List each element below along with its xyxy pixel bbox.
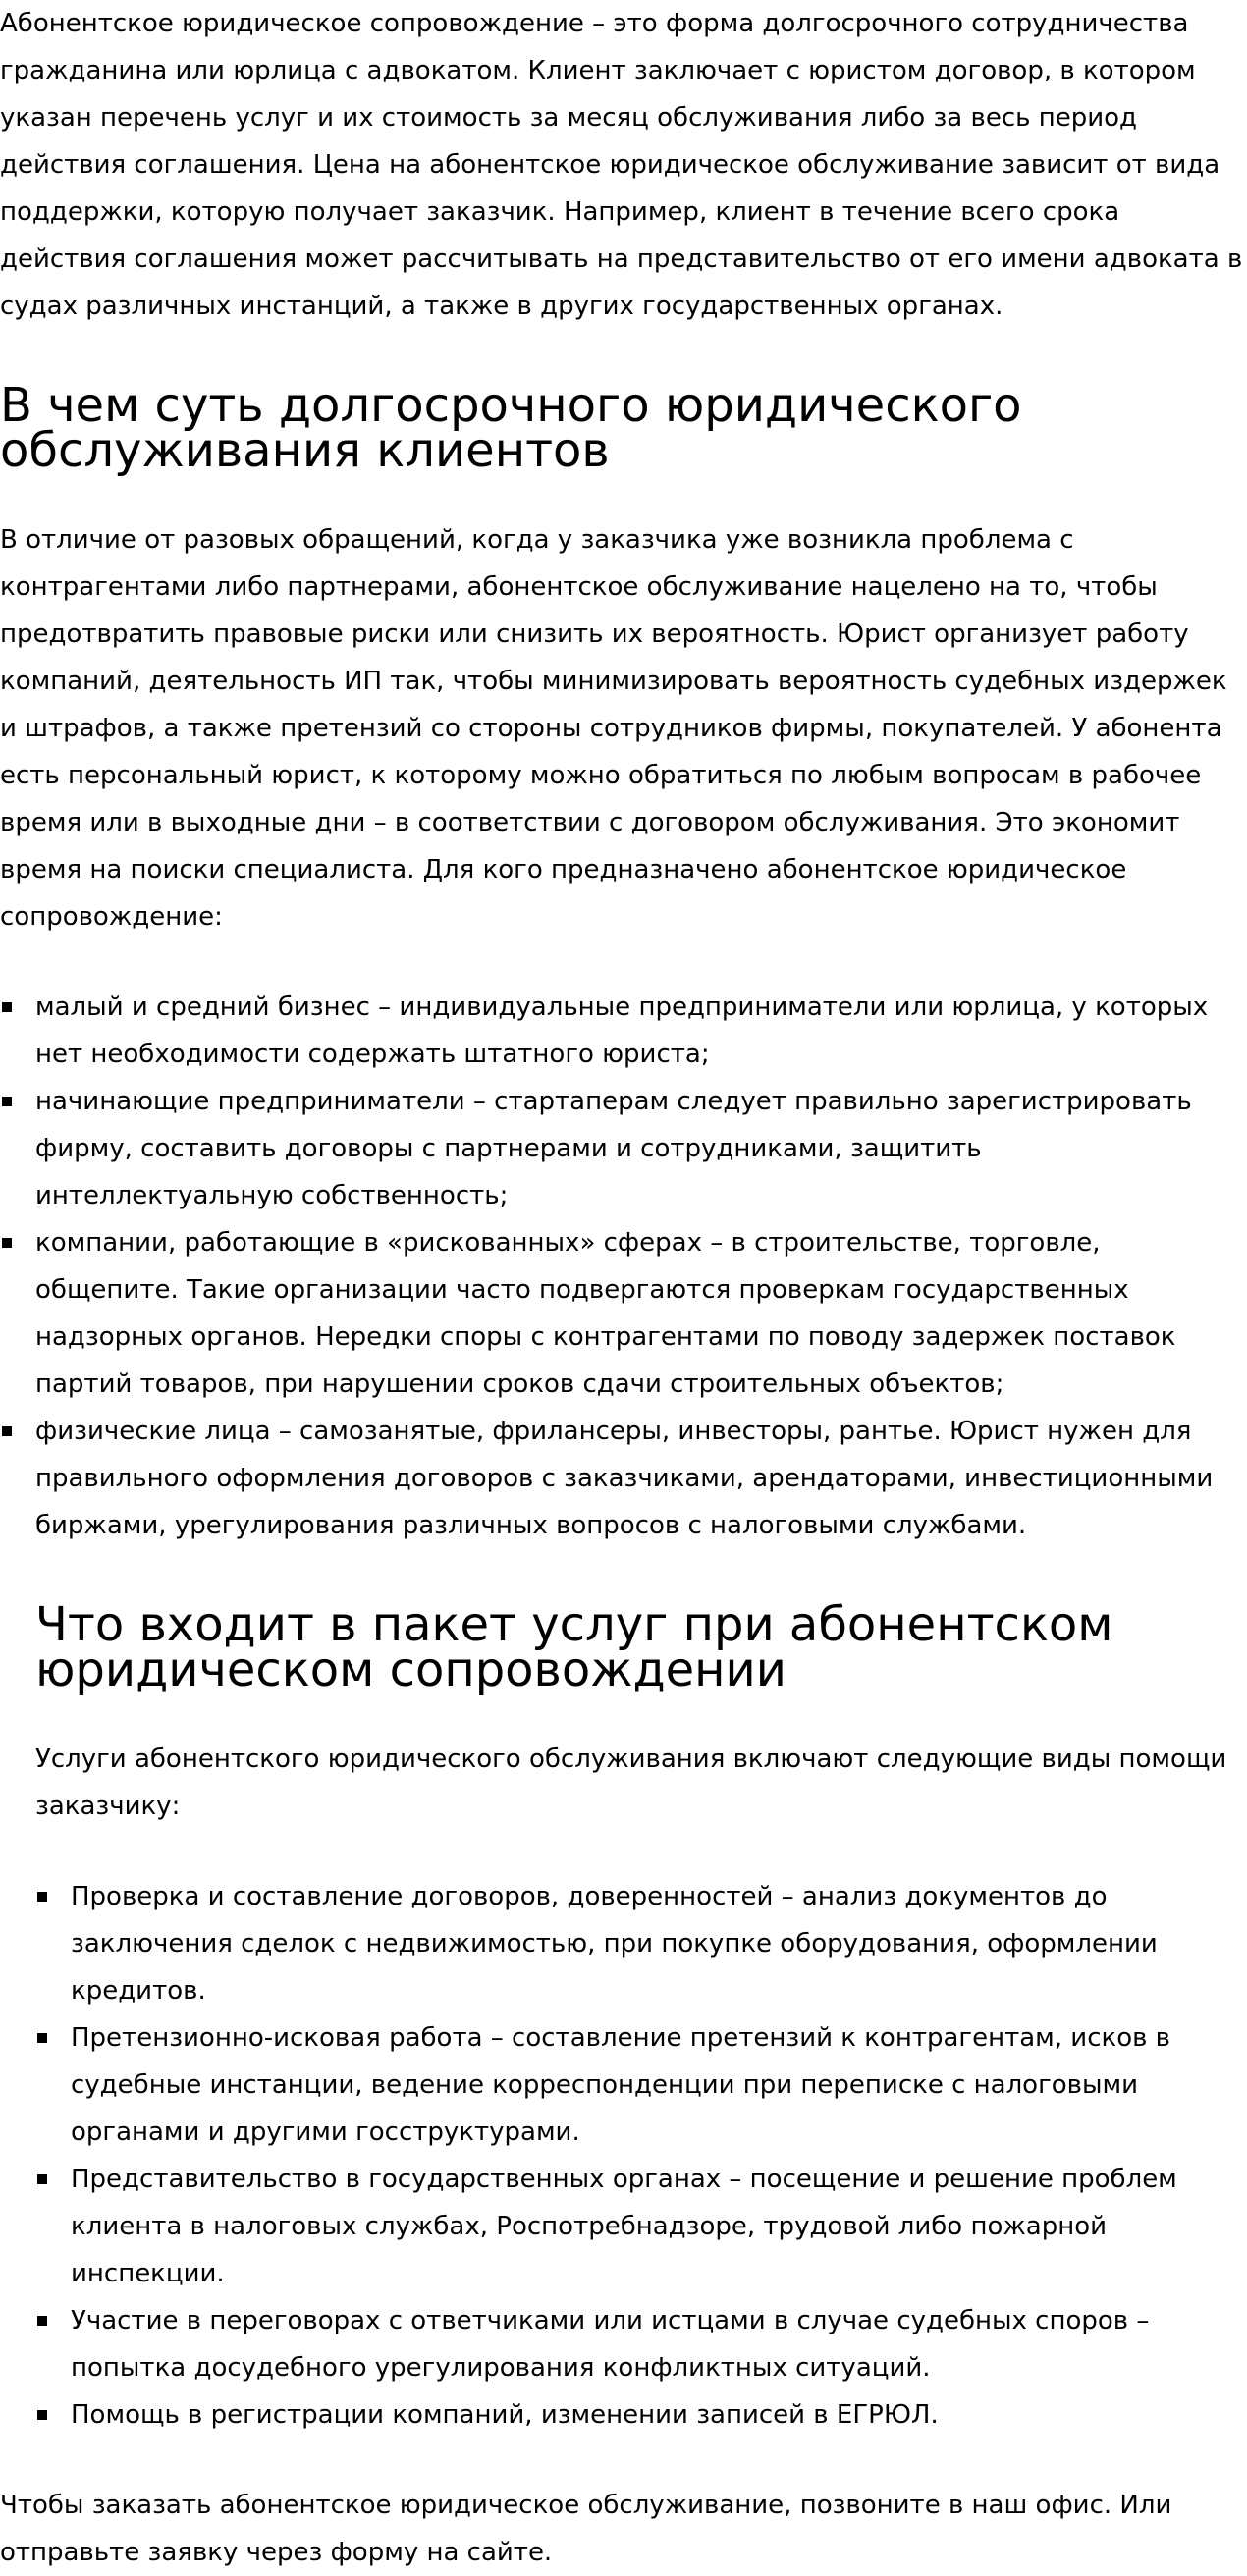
services-list [35,1873,1247,2439]
list-item [35,2014,1247,2156]
bullet-square-icon [2,1097,12,1106]
services-section [0,1597,1247,2439]
bullet-square-icon [2,1238,12,1248]
list-item-text: Претензионно-исковая работа – составление претензий к контрагентам, исков в судебные инстанции, ведение корреспонденции при переписке с налоговыми органами и другими госструктурами. [71,2023,1171,2147]
list-item-text: Проверка и составление договоров, доверенностей – анализ документов до заключения сделок с недвижимостью, при покупке оборудования, оформлении кредитов. [71,1882,1158,2006]
list-item [0,1219,1247,1408]
bullet-square-icon [37,2316,47,2326]
list-item-text: компании, работающие в «рискованных» сферах – в строительстве, торговле, общепите. Такие организации часто подвергаются проверкам государственных надзорных органов. Нередки споры с контрагентами по поводу задержек поставок партий товаров, при нарушении сроков сдачи строительных объектов; [35,1228,1176,1399]
list-item-text: Участие в переговорах с ответчиками или истцами в случае судебных споров – попытка досудебного урегулирования конфликтных ситуаций. [71,2306,1150,2383]
intro-paragraph: Абонентское юридическое сопровождение – это форма долгосрочного сотрудничества гражданина или юрлица с адвокатом. Клиент заключает с юристом договор, в котором указан перечень услуг и их стоимость за месяц обслуживания либо за весь период действия соглашения. Цена на абонентское юридическое обслуживание зависит от вида поддержки, которую получает заказчик. Например, клиент в течение всего срока действия соглашения может рассчитывать на представительство от его имени адвоката в судах различных инстанций, а также в других государственных органах. [0,9,1243,321]
closing-paragraph: Чтобы заказать абонентское юридическое обслуживание, позвоните в наш офис. Или отправьте заявку через форму на сайте. [0,2491,1172,2567]
list-item [0,1408,1247,1549]
audience-list [0,984,1247,1549]
list-item [35,2391,1247,2439]
bullet-square-icon [37,2410,47,2420]
list-item [35,1873,1247,2014]
section-heading-services: Что входит в пакет услуг при абонентском юридическом сопровождении [35,1597,1113,1697]
bullet-square-icon [37,1892,47,1902]
list-item-text: Представительство в государственных органах – посещение и решение проблем клиента в налоговых службах, Роспотребнадзоре, трудовой либо пожарной инспекции. [71,2165,1177,2288]
section-heading-essence: В чем суть долгосрочного юридического обслуживания клиентов [0,378,1022,478]
list-item-text: малый и средний бизнес – индивидуальные предприниматели или юрлица, у которых нет необходимости содержать штатного юриста; [35,993,1209,1069]
list-item [35,2156,1247,2297]
list-item-text: Помощь в регистрации компаний, изменении записей в ЕГРЮЛ. [71,2400,939,2430]
list-item-text: физические лица – самозанятые, фрилансеры, инвесторы, рантье. Юрист нужен для правильного оформления договоров с заказчиками, арендаторами, инвестиционными биржами, урегулирования различных вопросов с налоговыми службами. [35,1417,1214,1540]
list-item [0,1078,1247,1219]
list-item [35,2297,1247,2391]
services-intro-paragraph: Услуги абонентского юридического обслуживания включают следующие виды помощи заказчику: [35,1744,1227,1821]
bullet-square-icon [2,1426,12,1436]
essence-paragraph: В отличие от разовых обращений, когда у заказчика уже возникла проблема с контрагентами либо партнерами, абонентское обслуживание нацелено на то, чтобы предотвратить правовые риски или снизить их вероятность. Юрист организует работу компаний, деятельность ИП так, чтобы минимизировать вероятность судебных издержек и штрафов, а также претензий со стороны сотрудников фирмы, покупателей. У абонента есть персональный юрист, к которому можно обратиться по любым вопросам в рабочее время или в выходные дни – в соответствии с договором обслуживания. Это экономит время на поиски специалиста. Для кого предназначено абонентское юридическое сопровождение: [0,525,1227,932]
list-item-text: начинающие предприниматели – стартаперам следует правильно зарегистрировать фирму, составить договоры с партнерами и сотрудниками, защитить интеллектуальную собственность; [35,1087,1192,1210]
list-item [0,984,1247,1078]
bullet-square-icon [37,2033,47,2043]
bullet-square-icon [2,1002,12,1012]
bullet-square-icon [37,2174,47,2184]
